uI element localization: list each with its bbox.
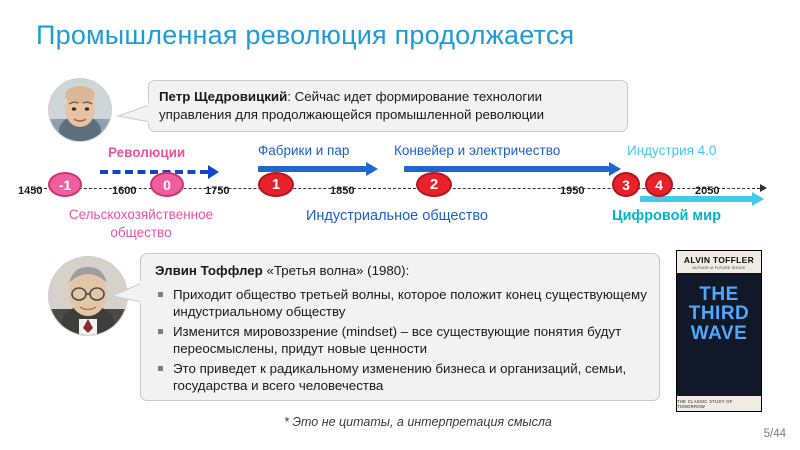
book-title-line-1: THE <box>699 284 739 305</box>
timeline-bubble--1: -1 <box>48 172 82 197</box>
book-footer-band <box>677 396 761 411</box>
list-item: Изменится мировоззрение (mindset) – все существующие понятия будут переосмыслены, придут новые ценности <box>157 323 647 358</box>
book-author-subtitle: AUTHOR of FUTURE SHOCK <box>692 265 746 270</box>
timeline-axis-arrowhead-icon <box>760 184 767 192</box>
timeline-bubble-0: 0 <box>150 172 184 197</box>
callout-tail-2 <box>110 278 146 308</box>
year-2050: 2050 <box>695 185 720 197</box>
segment-factories-arrowhead-icon <box>366 162 378 176</box>
year-1600: 1600 <box>112 185 137 197</box>
book-title-line-2: THIRD <box>688 303 750 325</box>
book-cover-third-wave <box>676 250 762 412</box>
list-item: Это приведет к радикальному изменению бизнеса и организаций, семьи, государства и всего человечества <box>157 360 647 395</box>
label-agrarian: Сельскохозяйственное общество <box>68 207 214 240</box>
revolutions-arrowhead-icon <box>208 165 219 179</box>
segment-digital-arrowhead-icon <box>752 192 764 206</box>
footnote: * Это не цитаты, а интерпретация смысла <box>284 415 552 429</box>
timeline-bubble-3: 3 <box>612 172 640 197</box>
year-1450: 1450 <box>18 185 43 197</box>
callout-tail-1 <box>116 100 152 126</box>
book-title-line-3: WAVE <box>690 322 748 344</box>
page-title: Промышленная революция продолжается <box>36 20 575 50</box>
label-digital: Цифровой мир <box>612 208 721 224</box>
year-1750: 1750 <box>205 185 230 197</box>
year-1850: 1850 <box>330 185 355 197</box>
quote2-bullet-list <box>157 286 647 395</box>
year-1950: 1950 <box>560 185 585 197</box>
book-author-band <box>677 251 761 273</box>
portrait-shchedrovitsky-icon <box>49 79 111 141</box>
timeline-bubble-1: 1 <box>258 172 294 197</box>
quote1-text: : Сейчас идет формирование технологии управления для продолжающейся промышленной революции <box>159 89 545 122</box>
avatar-shchedrovitsky <box>48 78 112 142</box>
quote1-speaker: Петр Щедровицкий <box>159 89 288 104</box>
quote2-speaker: Элвин Тоффлер <box>155 263 263 278</box>
book-footer-text: THE CLASSIC STUDY OF TOMORROW <box>677 398 733 409</box>
label-factories: Фабрики и пар <box>258 143 350 158</box>
page-number: 5/44 <box>763 428 786 440</box>
book-author: ALVIN TOFFLER <box>683 254 755 265</box>
revolutions-arrow <box>100 170 208 174</box>
timeline-bubble-2: 2 <box>416 172 452 197</box>
label-industrial: Индустриальное общество <box>306 208 488 224</box>
label-industry40: Индустрия 4.0 <box>627 143 717 158</box>
label-conveyor: Конвейер и электричество <box>394 143 561 158</box>
quote2-title: «Третья волна» (1980): <box>266 263 410 278</box>
timeline-bubble-4: 4 <box>645 172 673 197</box>
book-title <box>677 285 761 343</box>
list-item: Приходит общество третьей волны, которое положит конец существующему индустриальному обществу <box>157 286 647 321</box>
label-revolutions: Революции <box>108 145 186 160</box>
quote-callout-shchedrovitsky <box>148 80 628 132</box>
quote-callout-toffler <box>140 253 660 401</box>
